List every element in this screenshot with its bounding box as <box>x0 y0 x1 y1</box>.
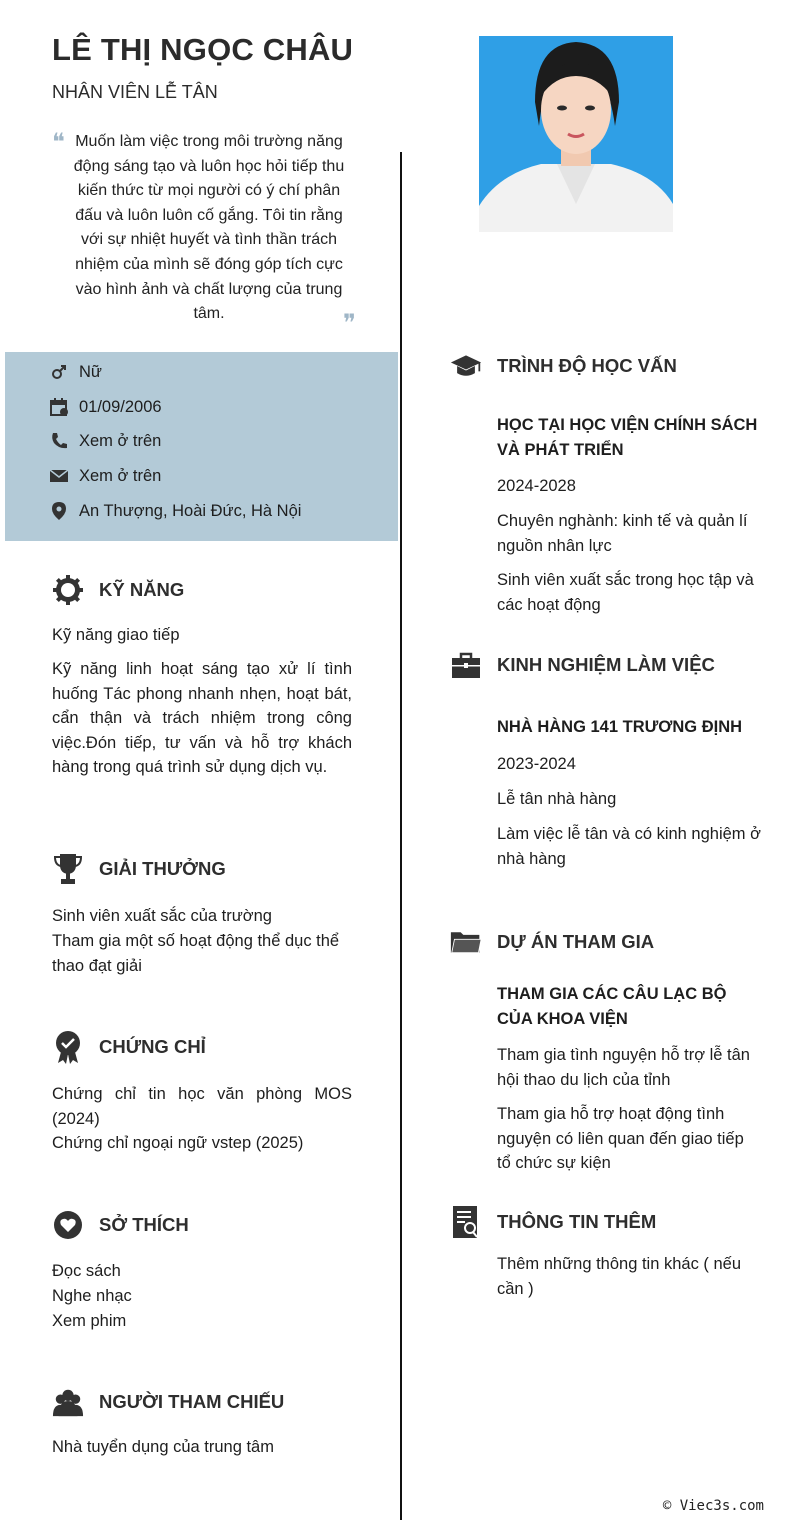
additional-info-text: Thêm những thông tin khác ( nếu cần ) <box>497 1255 742 1298</box>
experience-heading <box>450 649 715 681</box>
certificate-badge-icon <box>52 1031 84 1063</box>
skill-description: Kỹ năng linh hoạt sáng tạo xử lí tình huống Tác phong nhanh nhẹn, hoạt bát, cẩn thận và trách nhiệm trong công việc.Đón tiếp, tư vấn và hỗ trợ khách hàng trong quá trình sử dụng dịch vụ. <box>52 660 352 777</box>
document-search-icon <box>450 1206 482 1238</box>
contact-birthday <box>49 395 162 419</box>
project-item: Tham gia hỗ trợ hoạt động tình nguyện có liên quan đến giao tiếp tổ chức sự kiện <box>497 1105 744 1173</box>
profile-photo <box>479 36 673 232</box>
education-major: Chuyên nghành: kinh tế và quản lí nguồn nhân lực <box>497 512 748 555</box>
education-school: HỌC TẠI HỌC VIỆN CHÍNH SÁCH VÀ PHÁT TRIỂN <box>497 416 758 459</box>
career-objective: Muốn làm việc trong môi trường năng động sáng tạo và luôn học hỏi tiếp thu kiến thức từ mọi người có ý chí phân đấu và luôn luôn cố gắng. Tôi tin rằng với sự nhiệt huyết và tình thần trách nhiệm của mình sẽ đóng góp tích cực vào hình ảnh và chất lượng của trung tâm. <box>73 133 345 323</box>
certificates-title: CHỨNG CHỈ <box>99 1036 206 1057</box>
certificate-item: Chứng chỉ tin học văn phòng MOS (2024) <box>52 1085 352 1128</box>
education-heading <box>450 350 677 382</box>
awards-title: GIẢI THƯỞNG <box>99 858 226 879</box>
hobby-item: Nghe nhạc <box>52 1287 132 1305</box>
graduation-cap-icon <box>450 350 482 382</box>
references-heading <box>52 1386 284 1418</box>
contact-phone <box>49 429 161 453</box>
experience-title: KINH NGHIỆM LÀM VIỆC <box>497 654 715 675</box>
briefcase-icon <box>450 649 482 681</box>
experience-position: Lễ tân nhà hàng <box>497 790 617 808</box>
job-title: NHÂN VIÊN LỄ TÂN <box>52 82 218 102</box>
envelope-icon <box>49 466 69 486</box>
education-period: 2024-2028 <box>497 477 576 495</box>
address-value: An Thượng, Hoài Đức, Hà Nội <box>79 501 302 520</box>
project-item: Tham gia tình nguyện hỗ trợ lễ tân hội thao du lịch của tỉnh <box>497 1046 750 1089</box>
gender-icon <box>49 362 69 382</box>
projects-title: DỰ ÁN THAM GIA <box>497 931 655 952</box>
certificates-heading <box>52 1031 206 1063</box>
hobby-item: Đọc sách <box>52 1262 121 1280</box>
experience-description: Làm việc lễ tân và có kinh nghiệm ở nhà hàng <box>497 825 761 868</box>
close-quote-icon: ❞ <box>343 309 356 337</box>
experience-company: NHÀ HÀNG 141 TRƯƠNG ĐỊNH <box>497 718 743 736</box>
additional-info-heading <box>450 1206 656 1238</box>
reference-item: Nhà tuyển dụng của trung tâm <box>52 1438 274 1456</box>
folder-icon <box>450 926 482 958</box>
skill-item: Kỹ năng giao tiếp <box>52 626 180 644</box>
phone-value: Xem ở trên <box>79 431 162 450</box>
gear-icon <box>52 574 84 606</box>
skills-heading <box>52 574 184 606</box>
contact-address <box>49 499 301 523</box>
project-name: THAM GIA CÁC CÂU LẠC BỘ CỦA KHOA VIỆN <box>497 985 727 1028</box>
experience-period: 2023-2024 <box>497 755 576 773</box>
phone-icon <box>49 431 69 451</box>
open-quote-icon: ❝ <box>52 128 65 156</box>
education-title: TRÌNH ĐỘ HỌC VẤN <box>497 355 677 376</box>
heart-icon <box>52 1209 84 1241</box>
hobbies-title: SỞ THÍCH <box>99 1214 189 1235</box>
birthday-value: 01/09/2006 <box>79 397 162 416</box>
additional-info-title: THÔNG TIN THÊM <box>497 1211 657 1232</box>
contact-email <box>49 464 161 488</box>
location-pin-icon <box>49 501 69 521</box>
column-divider <box>400 152 402 1520</box>
footer-credit: © Viec3s.com <box>662 1498 764 1514</box>
certificate-item: Chứng chỉ ngoại ngữ vstep (2025) <box>52 1134 304 1152</box>
calendar-icon <box>49 397 69 417</box>
people-icon <box>52 1386 84 1418</box>
award-item: Tham gia một số hoạt động thể dục thể thao đạt giải <box>52 932 340 975</box>
award-item: Sinh viên xuất sắc của trường <box>52 907 272 925</box>
hobbies-heading <box>52 1209 189 1241</box>
gender-value: Nữ <box>79 362 102 381</box>
education-note: Sinh viên xuất sắc trong học tập và các hoạt động <box>497 571 754 614</box>
contact-gender <box>49 360 102 384</box>
references-title: NGƯỜI THAM CHIẾU <box>99 1391 285 1412</box>
projects-heading <box>450 926 654 958</box>
email-value: Xem ở trên <box>79 466 162 485</box>
skills-title: KỸ NĂNG <box>99 579 185 600</box>
contact-panel <box>5 352 398 541</box>
candidate-name: LÊ THỊ NGỌC CHÂU <box>52 32 354 67</box>
awards-heading <box>52 853 226 885</box>
trophy-icon <box>52 853 84 885</box>
hobby-item: Xem phim <box>52 1312 127 1330</box>
